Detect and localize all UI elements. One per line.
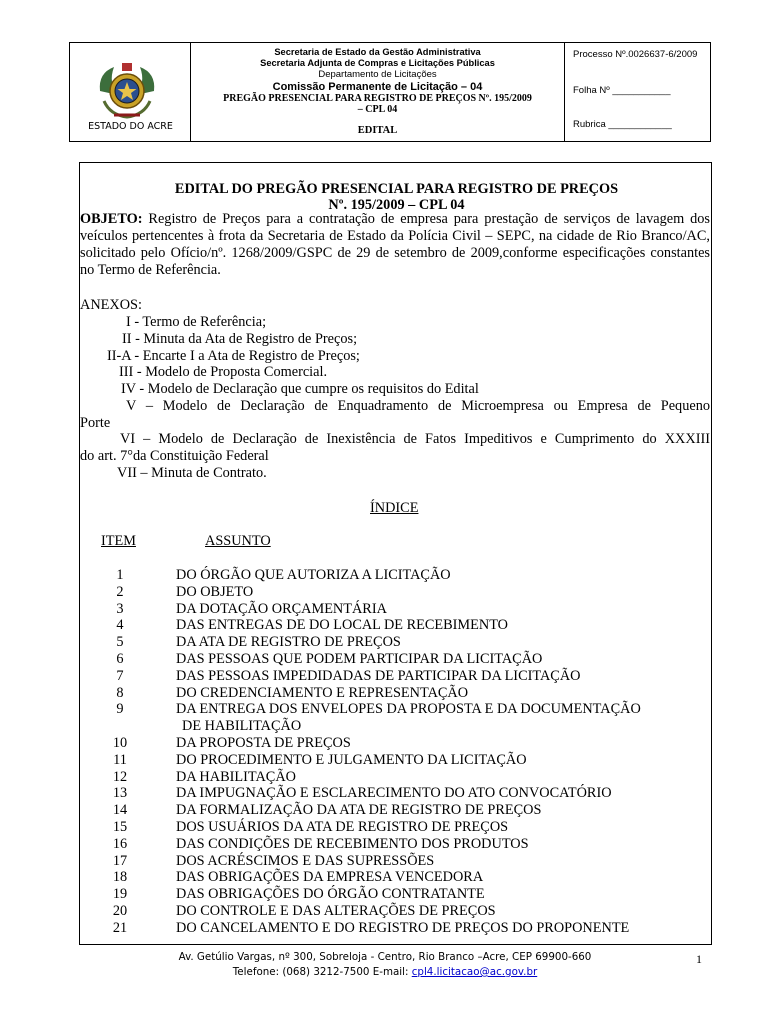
header-edital: EDITAL <box>357 125 398 136</box>
index-item-title: DAS OBRIGAÇÕES DA EMPRESA VENCEDORA <box>176 869 484 886</box>
index-item-title: DA DOTAÇÃO ORÇAMENTÁRIA <box>176 600 387 617</box>
header-secretaria: Secretaria de Estado da Gestão Administrativa <box>274 47 481 57</box>
objeto-text: Registro de Preços para a contratação de empresa para prestação de serviços de lavagem dos veículos pertencentes à frota da Secretaria de Estado da Polícia Civil – SEPC, na cidade de Rio Branco/AC, solicitado pelo Ofício/nº. 1268/2009/GSPC de 29 de setembro de 2009,conforme especificações constantes no Termo de Referência. <box>80 211 710 278</box>
footer-contact <box>0 966 770 978</box>
index-item-title: DA ATA DE REGISTRO DE PREÇOS <box>176 634 401 651</box>
column-header-assunto: ASSUNTO <box>205 533 271 549</box>
index-item-title: DO CANCELAMENTO E DO REGISTRO DE PREÇOS DO PROPONENTE <box>176 919 630 936</box>
index-item-number: 4 <box>116 617 124 634</box>
index-item-title: DAS PESSOAS IMPEDIDADAS DE PARTICIPAR DA LICITAÇÃO <box>176 667 581 684</box>
anexo-item: VII – Minuta de Contrato. <box>117 465 267 481</box>
index-item-number: 21 <box>112 919 128 936</box>
footer-phone: Telefone: (068) 3212-7500 E-mail: <box>232 966 412 978</box>
index-item-number: 16 <box>112 835 128 852</box>
anexo-item: VI – Modelo de Declaração de Inexistência de Fatos Impeditivos e Cumprimento do XXXIII <box>120 431 710 447</box>
index-item-number: 7 <box>116 667 124 684</box>
anexo-item-cont: do art. 7°da Constituição Federal <box>80 448 269 464</box>
header-box <box>69 42 711 142</box>
index-item-number: 14 <box>112 802 128 819</box>
anexo-item: III - Modelo de Proposta Comercial. <box>119 364 328 380</box>
anexo-item: V – Modelo de Declaração de Enquadramento de Microempresa ou Empresa de Pequeno <box>126 398 710 414</box>
footer-address: Av. Getúlio Vargas, nº 300, Sobreloja - Centro, Rio Branco –Acre, CEP 69900-660 <box>178 951 592 963</box>
index-item-title: DO ÓRGÃO QUE AUTORIZA A LICITAÇÃO <box>176 567 451 583</box>
anexo-item: II-A - Encarte I a Ata de Registro de Preços; <box>107 348 360 364</box>
index-item-number: 19 <box>112 886 128 903</box>
index-item-title: DOS ACRÉSCIMOS E DAS SUPRESSÕES <box>176 852 435 869</box>
anexo-item: IV - Modelo de Declaração que cumpre os requisitos do Edital <box>121 381 479 397</box>
index-item-number: 18 <box>112 869 128 886</box>
header-pregao-cpl: – CPL 04 <box>357 104 398 115</box>
index-item-number: 20 <box>112 903 128 919</box>
index-item-title: DO OBJETO <box>176 583 254 600</box>
index-item-title: DO CONTROLE E DAS ALTERAÇÕES DE PREÇOS <box>176 903 496 919</box>
index-item-number: 1 <box>116 567 124 583</box>
index-item-title: DO PROCEDIMENTO E JULGAMENTO DA LICITAÇÃO <box>176 751 527 768</box>
state-coat-of-arms-icon <box>96 61 158 121</box>
index-item-title: DAS CONDIÇÕES DE RECEBIMENTO DOS PRODUTOS <box>176 835 529 852</box>
index-item-number: 12 <box>112 768 128 785</box>
rubric: Rubrica ____________ <box>573 119 672 130</box>
page-number: 1 <box>696 952 702 966</box>
index-item-title: DOS USUÁRIOS DA ATA DE REGISTRO DE PREÇOS <box>176 819 509 835</box>
index-item-title-cont: DE HABILITAÇÃO <box>182 718 302 735</box>
index-item-title: DAS OBRIGAÇÕES DO ÓRGÃO CONTRATANTE <box>176 886 485 903</box>
index-item-number: 11 <box>113 751 127 768</box>
index-item-number: 5 <box>116 634 124 651</box>
index-item-title: DAS ENTREGAS DE DO LOCAL DE RECEBIMENTO <box>176 617 508 634</box>
header-comissao: Comissão Permanente de Licitação – 04 <box>272 81 483 93</box>
index-item-number: 10 <box>112 735 128 751</box>
index-item-number: 2 <box>116 583 124 600</box>
column-header-item: ITEM <box>101 533 136 549</box>
anexos-label: ANEXOS: <box>80 297 142 313</box>
header-title-block <box>191 47 564 136</box>
header-secretaria-adjunta: Secretaria Adjunta de Compras e Licitações Públicas <box>260 58 495 68</box>
header-logo-cell <box>70 43 191 141</box>
index-item-title: DA PROPOSTA DE PREÇOS <box>176 735 351 751</box>
index-item-number: 6 <box>116 651 124 667</box>
anexo-item: I - Termo de Referência; <box>126 314 267 330</box>
index-item-title: DA ENTREGA DOS ENVELOPES DA PROPOSTA E DA DOCUMENTAÇÃO <box>176 701 641 718</box>
footer-email-link[interactable]: cpl4.licitacao@ac.gov.br <box>411 966 538 978</box>
edital-body-box <box>79 162 712 945</box>
index-item-number: 13 <box>112 785 128 802</box>
index-item-number: 3 <box>116 600 124 617</box>
indice-title: ÍNDICE <box>370 500 419 516</box>
index-item-title: DA HABILITAÇÃO <box>176 768 296 785</box>
index-item-title: DO CREDENCIAMENTO E REPRESENTAÇÃO <box>176 684 469 701</box>
objeto-label: OBJETO: <box>80 211 143 227</box>
process-number: Processo Nº.0026637-6/2009 <box>573 49 698 60</box>
header-pregao: PREGÃO PRESENCIAL PARA REGISTRO DE PREÇOS Nº. 195/2009 <box>223 93 532 104</box>
document-subtitle: Nº. 195/2009 – CPL 04 <box>328 197 465 213</box>
index-item-number: 17 <box>112 852 128 869</box>
anexo-item-cont: Porte <box>80 415 111 431</box>
index-item-title: DA IMPUGNAÇÃO E ESCLARECIMENTO DO ATO CONVOCATÓRIO <box>176 785 612 802</box>
index-item-number: 9 <box>116 701 124 718</box>
index-item-number: 15 <box>112 819 128 835</box>
document-title: EDITAL DO PREGÃO PRESENCIAL PARA REGISTRO DE PREÇOS <box>174 181 619 197</box>
header-process-cell <box>564 43 710 141</box>
sheet-number: Folha Nº ___________ <box>573 85 671 96</box>
index-item-title: DAS PESSOAS QUE PODEM PARTICIPAR DA LICITAÇÃO <box>176 651 543 667</box>
header-departamento: Departamento de Licitações <box>318 69 437 80</box>
index-item-title: DA FORMALIZAÇÃO DA ATA DE REGISTRO DE PREÇOS <box>176 802 542 819</box>
index-item-number: 8 <box>116 684 124 701</box>
anexo-item: II - Minuta da Ata de Registro de Preços; <box>122 331 358 347</box>
state-name: ESTADO DO ACRE <box>88 121 173 132</box>
objeto-paragraph <box>80 211 710 279</box>
